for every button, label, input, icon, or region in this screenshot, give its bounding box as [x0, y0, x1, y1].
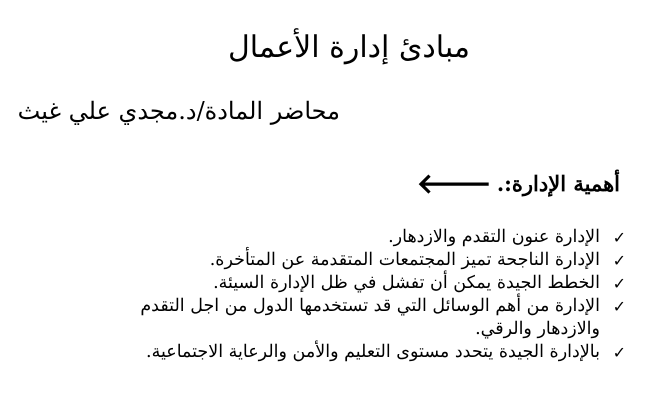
bullet-text: الخطط الجيدة يمكن أن تفشل في ظل الإدارة السيئة. — [213, 273, 600, 293]
list-item — [100, 249, 626, 272]
list-item — [100, 341, 626, 364]
checkmark-icon: ✓ — [612, 228, 626, 247]
checkmark-icon: ✓ — [612, 297, 626, 316]
slide-title: مبادئ إدارة الأعمال — [227, 30, 470, 65]
section-heading-text: أهمية الإدارة:. — [496, 170, 620, 196]
bullet-text: بالإدارة الجيدة يتحدد مستوى التعليم والأمن والرعاية الاجتماعية. — [146, 342, 600, 362]
list-item — [100, 226, 626, 249]
checkmark-icon: ✓ — [612, 343, 626, 362]
list-item — [100, 295, 626, 341]
bullet-text: الإدارة من أهم الوسائل التي قد تستخدمها الدول من اجل التقدم والازدهار والرقي. — [140, 296, 600, 339]
checkmark-icon: ✓ — [612, 251, 626, 270]
checkmark-icon: ✓ — [612, 274, 626, 293]
bullet-text: الإدارة عنون التقدم والازدهار. — [388, 227, 600, 247]
bullet-list — [100, 226, 626, 364]
arrow-left-icon: 🡐 — [416, 167, 492, 200]
section-heading — [390, 166, 620, 200]
lecturer-name: محاضر المادة/د.مجدي علي غيث — [17, 97, 340, 125]
list-item — [100, 272, 626, 295]
bullet-text: الإدارة الناجحة تميز المجتمعات المتقدمة عن المتأخرة. — [209, 250, 600, 270]
